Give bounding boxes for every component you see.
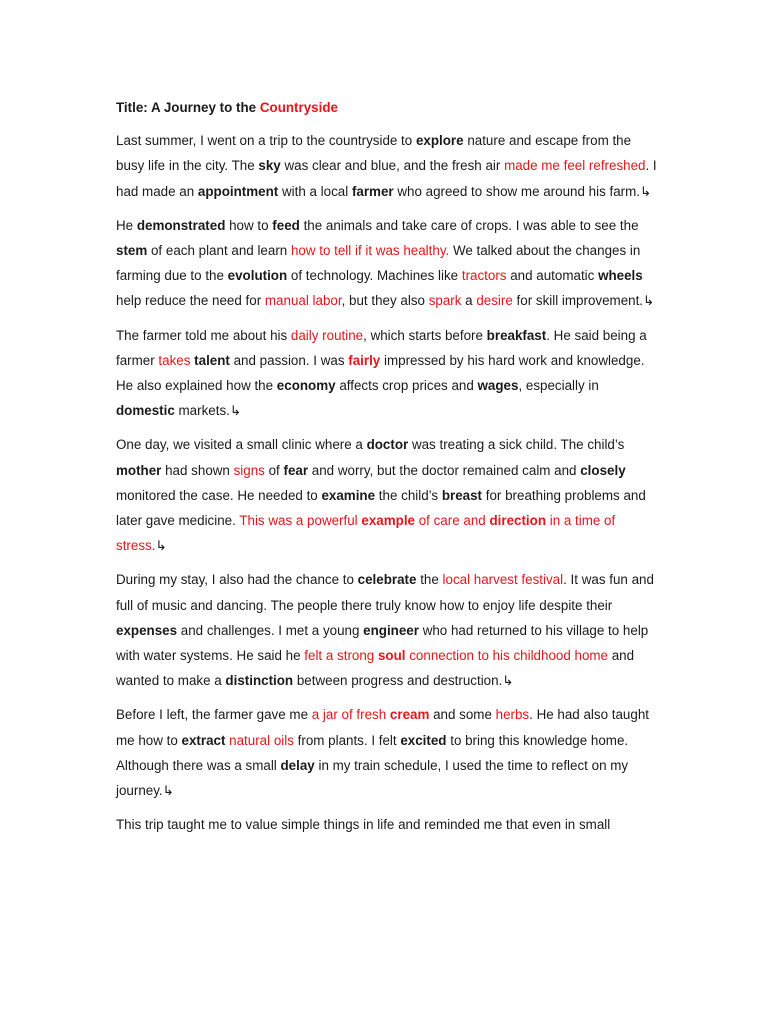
highlighted-phrase: a jar of fresh — [311, 707, 390, 723]
text-run: nature and escape from the busy life in the city. The — [116, 133, 635, 174]
vocab-word: wheels — [598, 268, 643, 284]
vocab-word: delay — [280, 757, 315, 773]
text-run: This trip taught me to value simple things in life and reminded me that even in small — [116, 817, 611, 833]
text-run: One day, we visited a small clinic where a — [116, 437, 367, 453]
text-run: how to — [225, 217, 273, 233]
vocab-word: stem — [116, 243, 148, 259]
text-run: to bring this knowledge home. Although there was a small — [116, 732, 632, 773]
paragraph-mark-icon: ↳ — [502, 673, 514, 689]
document-body — [116, 128, 661, 837]
highlighted-phrase: tractors — [461, 268, 507, 284]
text-run: the child’s — [375, 487, 442, 503]
vocab-word: feed — [272, 217, 300, 233]
vocab-word: domestic — [116, 403, 175, 419]
vocab-word: direction — [489, 513, 546, 529]
text-run: , which starts before — [363, 327, 487, 343]
text-run: who agreed to show me around his farm. — [393, 183, 640, 199]
text-run: the animals and take care of crops. I was able to see the — [299, 217, 643, 233]
text-run: was treating a sick child. The child’s — [408, 437, 629, 453]
text-run: The farmer told me about his — [116, 327, 291, 343]
highlighted-phrase: natural oils — [229, 732, 294, 748]
vocab-word: soul — [377, 648, 406, 664]
text-run: between progress and destruction. — [293, 673, 503, 689]
vocab-word: cream — [389, 707, 430, 723]
highlighted-phrase: of care and — [415, 513, 490, 529]
text-run: . He had also taught me how to — [116, 707, 653, 748]
text-run: a — [461, 293, 477, 309]
text-run: We talked about the changes in farming due to the — [116, 243, 645, 284]
text-run: Last summer, I went on a trip to the countryside to — [116, 133, 416, 149]
title-prefix: Title: A Journey to the — [116, 100, 260, 115]
vocab-word: sky — [258, 158, 281, 174]
text-run: and some — [429, 707, 496, 723]
highlighted-phrase: in a time of stress. — [116, 513, 619, 554]
text-run: and challenges. I met a young — [177, 622, 364, 638]
vocab-word: farmer — [351, 183, 394, 199]
text-run: who had returned to his village to help with water systems. He said he — [116, 622, 652, 664]
paragraph-2 — [116, 213, 661, 314]
paragraph-1 — [116, 128, 661, 204]
highlighted-phrase: felt a strong — [304, 648, 378, 664]
paragraph-3 — [116, 323, 661, 424]
highlighted-phrase: This was a powerful — [239, 513, 362, 529]
text-run: affects crop prices and — [335, 378, 478, 394]
text-run: from plants. I felt — [293, 732, 401, 748]
vocab-word: examine — [321, 487, 376, 503]
text-run: in my train schedule, I used the time to reflect on my journey. — [116, 757, 632, 799]
vocab-word: demonstrated — [136, 217, 226, 233]
vocab-word: doctor — [366, 437, 409, 453]
highlighted-phrase: takes — [158, 352, 191, 368]
vocab-word: breast — [441, 487, 483, 503]
text-run: of each plant and learn — [147, 243, 291, 259]
vocab-word: distinction — [225, 673, 294, 689]
text-run: and worry, but the doctor remained calm and — [308, 462, 581, 478]
text-run: . It was fun and full of music and dancing. The people there truly know how to enjoy life despite their — [116, 572, 658, 613]
vocab-word: mother — [116, 462, 162, 478]
vocab-word: extract — [181, 732, 226, 748]
text-run: of — [264, 462, 284, 478]
text-run: . He said being a farmer — [116, 327, 651, 368]
vocab-word: wages — [477, 378, 519, 394]
vocab-word: talent — [194, 352, 230, 368]
vocab-word: celebrate — [357, 572, 417, 588]
text-run: During my stay, I also had the chance to — [116, 572, 358, 588]
text-run: for skill improvement. — [512, 293, 644, 309]
paragraph-mark-icon: ↳ — [162, 783, 174, 799]
text-run: and automatic — [506, 268, 599, 284]
text-run: monitored the case. He needed to — [116, 462, 630, 503]
highlighted-phrase: desire — [476, 293, 513, 309]
text-run: , but they also — [341, 293, 429, 309]
text-run: impressed by his hard work and knowledge. He also explained how the — [116, 352, 649, 394]
highlighted-phrase: daily routine — [290, 327, 364, 343]
vocab-word: evolution — [227, 268, 288, 284]
vocab-word: fairly — [348, 352, 381, 368]
text-run: and wanted to make a — [116, 648, 638, 689]
vocab-word: engineer — [363, 622, 419, 638]
text-run: for breathing problems and later gave medicine. — [116, 487, 650, 529]
document-title — [116, 95, 661, 120]
paragraph-mark-icon: ↳ — [640, 183, 652, 199]
text-run: He — [116, 217, 137, 233]
text-run: and passion. I was — [229, 352, 349, 368]
highlighted-phrase: local harvest festival — [442, 572, 564, 588]
highlighted-phrase: signs — [233, 462, 265, 478]
text-run: of technology. Machines like — [287, 268, 462, 284]
vocab-word: expenses — [116, 622, 178, 638]
text-run: markets. — [174, 403, 230, 419]
vocab-word: explore — [415, 133, 464, 149]
paragraph-4 — [116, 432, 661, 558]
vocab-word: economy — [276, 378, 336, 394]
text-run: help reduce the need for — [116, 268, 647, 309]
vocab-word: excited — [400, 732, 447, 748]
text-run: , especially in — [518, 378, 603, 394]
paragraph-5 — [116, 567, 661, 693]
highlighted-phrase: connection to his childhood home — [405, 648, 608, 664]
text-run: . I had made an — [116, 158, 661, 199]
vocab-word: fear — [283, 462, 309, 478]
paragraph-mark-icon: ↳ — [643, 293, 655, 309]
text-run: had shown — [161, 462, 234, 478]
highlighted-phrase: manual labor — [264, 293, 342, 309]
paragraph-mark-icon: ↳ — [229, 403, 242, 419]
vocab-word: breakfast — [486, 327, 547, 343]
vocab-word: appointment — [197, 183, 279, 199]
document-page — [116, 95, 661, 846]
paragraph-6 — [116, 702, 661, 803]
text-run: Before I left, the farmer gave me — [116, 707, 312, 723]
text-run: with a local — [278, 183, 352, 199]
text-run: was clear and blue, and the fresh air — [280, 158, 505, 174]
text-run: the — [416, 572, 443, 588]
title-highlight: Countryside — [259, 100, 338, 115]
vocab-word: example — [361, 513, 415, 529]
paragraph-7 — [116, 812, 661, 837]
highlighted-phrase: herbs — [495, 707, 530, 723]
vocab-word: closely — [580, 462, 626, 478]
highlighted-phrase: spark — [428, 293, 462, 309]
highlighted-phrase: how to tell if it was healthy. — [290, 243, 450, 259]
paragraph-mark-icon: ↳ — [155, 538, 167, 554]
highlighted-phrase: made me feel refreshed — [504, 158, 646, 174]
